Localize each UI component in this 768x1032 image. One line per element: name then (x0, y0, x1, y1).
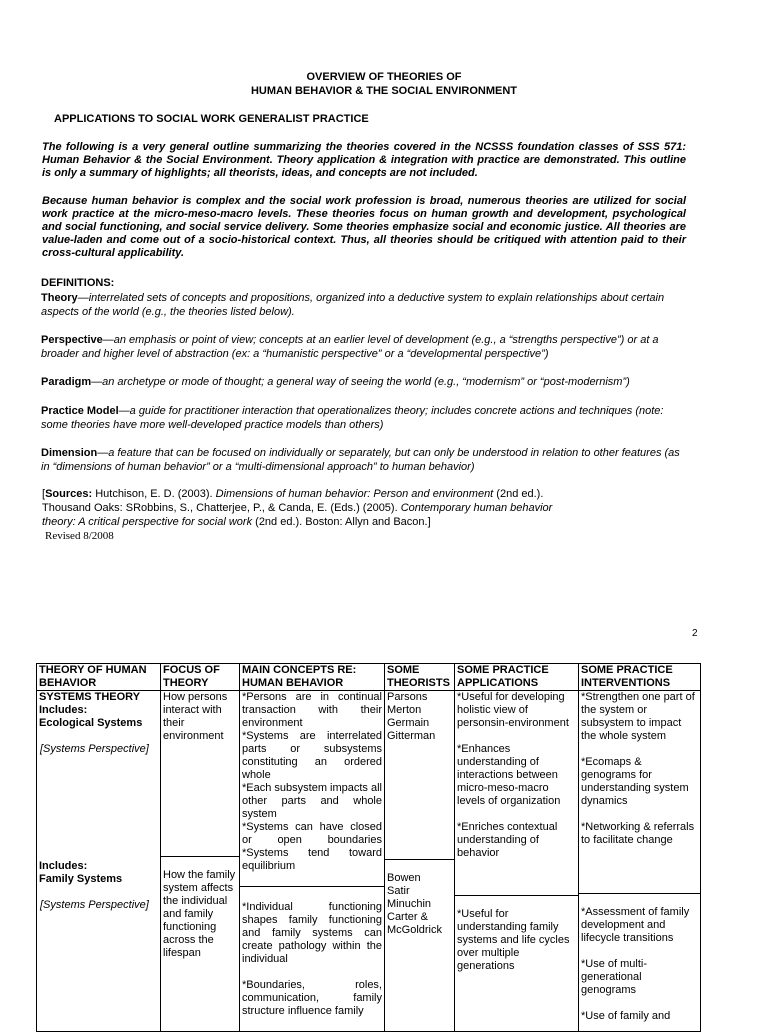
sources-book-title: theory: A critical perspective for social work (42, 516, 253, 528)
header-interventions: SOME PRACTICE INTERVENTIONS (579, 664, 701, 691)
table-row (37, 691, 701, 1032)
definition-paradigm (41, 375, 686, 389)
cell-concepts (240, 691, 385, 1032)
definition-text: —an archetype or mode of thought; a general way of seeing the world (e.g., “modernism” or “post-modernism”) (91, 376, 630, 388)
sources-text: Hutchison, E. D. (2003). (92, 488, 216, 500)
sources-line-3 (42, 515, 682, 529)
sources-line-1 (42, 487, 682, 501)
systems-interventions (581, 691, 698, 893)
definition-perspective (41, 333, 686, 361)
header-theory: THEORY OF HUMAN BEHAVIOR (37, 664, 161, 691)
intervention-item: *Use of multi-generational genograms (581, 958, 648, 996)
sources-book-title: Dimensions of human behavior: Person and environment (215, 488, 494, 500)
cell-focus (161, 691, 240, 1032)
intervention-item: *Networking & referrals to facilitate change (581, 821, 695, 846)
intro-paragraph-1: The following is a very general outline summarizing the theories covered in the NCSSS foundation classes of SSS 571: Human Behavior & the Social Environment. Theory application & integration with practice are demonstrated. This outline is only a summary of highlights; all theorists, ideas, and concepts are not included. (42, 141, 686, 179)
family-concepts (240, 886, 384, 1018)
intervention-item: *Ecomaps & genograms for understanding system dynamics (581, 756, 689, 807)
definition-term: Dimension (41, 447, 98, 459)
concept-item: *Systems can have closed or open boundaries *Systems tend toward equilibrium (242, 821, 382, 872)
sources-text: (2nd ed.). (493, 488, 544, 500)
page-number: 2 (692, 628, 698, 639)
definition-text: —an emphasis or point of view; concepts at an earlier level of development (e.g., a “strengths perspective”) or at a broader and higher level of abstraction (ex: a “humanistic perspective” or a “developmental perspective”) (41, 334, 659, 360)
application-item: *Enriches contextual understanding of behavior (457, 821, 558, 859)
systems-applications (457, 691, 576, 895)
family-focus: How the family system affects the individual and family functioning across the lifespan (161, 856, 239, 960)
cell-interventions (579, 691, 701, 1032)
concept-item: *Each subsystem impacts all other parts and whole system (242, 782, 382, 820)
header-focus: FOCUS OF THEORY (161, 664, 240, 691)
application-item: *Useful for developing holistic view of personsin-environment (457, 691, 569, 729)
cell-theorists (385, 691, 455, 1032)
definition-term: Practice Model (41, 405, 119, 417)
theories-table (36, 663, 701, 1032)
sources-text: (2nd ed.). Boston: Allyn and Bacon.] (252, 516, 431, 528)
family-interventions (579, 893, 700, 1023)
document-title-line-2: HUMAN BEHAVIOR & THE SOCIAL ENVIRONMENT (250, 85, 518, 97)
systems-focus: How persons interact with their environment (163, 691, 228, 742)
sources-block (42, 487, 682, 529)
document-subtitle: APPLICATIONS TO SOCIAL WORK GENERALIST PRACTICE (54, 113, 369, 125)
family-perspective: [Systems Perspective] (40, 899, 149, 911)
definition-text: —interrelated sets of concepts and propositions, organized into a deductive system to explain relationships about certain aspects of the world (e.g., the theories listed below). (41, 292, 665, 318)
document-title-line-1: OVERVIEW OF THEORIES OF (306, 71, 462, 83)
application-item: *Enhances understanding of interactions between micro-meso-macro levels of organization (457, 743, 561, 807)
application-item: *Useful for understanding family systems and life cycles over multiple generations (457, 908, 570, 972)
intervention-item: *Use of family and (581, 1010, 671, 1022)
sources-label: Sources: (45, 488, 93, 500)
sources-line-2 (42, 501, 682, 515)
definition-dimension (41, 446, 686, 474)
concept-item: *Individual functioning shapes family functioning and family systems can create pathology within the individual (242, 901, 382, 965)
cell-applications (455, 691, 579, 1032)
header-concepts: MAIN CONCEPTS RE: HUMAN BEHAVIOR (240, 664, 385, 691)
table-header-row (37, 664, 701, 691)
intervention-item: *Assessment of family development and lifecycle transitions (581, 906, 690, 944)
header-theorists: SOME THEORISTS (385, 664, 455, 691)
concept-item: *Systems are interrelated parts or subsystems constituting an ordered whole (242, 730, 382, 781)
header-applications: SOME PRACTICE APPLICATIONS (455, 664, 579, 691)
sources-bracket: [ (42, 488, 46, 500)
concept-item: *Persons are in continual transaction with their environment (242, 691, 382, 729)
definition-practice-model (41, 404, 686, 432)
systems-includes: Includes: (39, 704, 88, 716)
family-applications (455, 895, 578, 973)
systems-theorists: Parsons Merton Germain Gitterman (387, 691, 436, 742)
systems-theory-title: SYSTEMS THEORY (39, 691, 141, 703)
sources-book-title: Contemporary human behavior (400, 502, 553, 514)
family-includes: Includes: (39, 860, 88, 872)
definition-text: —a feature that can be focused on individually or separately, but can only be understood in relation to other features (as in “dimensions of human behavior” or a “multi-dimensional approach” to human behavior) (41, 447, 680, 473)
intro-paragraph-2: Because human behavior is complex and the social work profession is broad, numerous theories are utilized for social work practice at the micro-meso-macro levels. These theories focus on human growth and development, psychological and social functioning, and social service delivery. Some theories emphasize social and economic justice. All theories are value-laden and come out of a socio-historical context. Thus, all theories should be critiqued with attention paid to their cross-cultural applicability. (42, 195, 686, 259)
systems-concepts (242, 691, 382, 886)
systems-sub: Ecological Systems (39, 717, 143, 729)
definition-term: Theory (41, 292, 78, 304)
systems-perspective: [Systems Perspective] (40, 743, 149, 755)
revised-date: Revised 8/2008 (45, 530, 114, 542)
definition-term: Paradigm (41, 376, 92, 388)
definition-term: Perspective (41, 334, 103, 346)
definition-theory (41, 291, 686, 319)
definition-text: —a guide for practitioner interaction that operationalizes theory; includes concrete actions and techniques (note: some theories have more well-developed practice models than others) (41, 405, 664, 431)
cell-theory (37, 691, 161, 1032)
family-theorists: Bowen Satir Minuchin Carter & McGoldrick (385, 859, 454, 937)
concept-item: *Boundaries, roles, communication, family structure influence family (242, 979, 382, 1017)
family-sub: Family Systems (39, 873, 123, 885)
intervention-item: *Strengthen one part of the system or subsystem to impact the whole system (581, 691, 695, 742)
definitions-heading: DEFINITIONS: (41, 277, 115, 289)
sources-text: Thousand Oaks: SRobbins, S., Chatterjee, P., & Canda, E. (Eds.) (2005). (42, 502, 401, 514)
